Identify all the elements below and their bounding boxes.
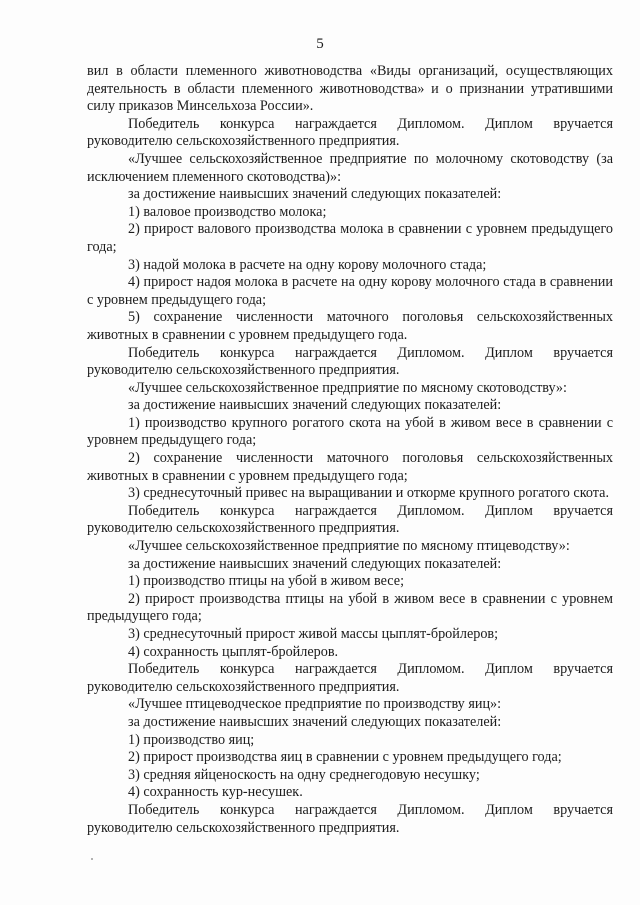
paragraph: вил в области племенного животноводства «Виды организаций, осуществляющих деятельность в области племенного животноводства» и о признании утратившими силу приказов Минсельхоза России». bbox=[87, 63, 613, 115]
paragraph: за достижение наивысших значений следующих показателей: bbox=[128, 186, 502, 203]
list-item: 3) средняя яйценоскость на одну среднегодовую несушку; bbox=[128, 766, 480, 783]
list-item: 3) надой молока в расчете на одну корову молочного стада; bbox=[128, 256, 487, 273]
list-item: 4) сохранность цыплят-бройлеров. bbox=[128, 643, 339, 660]
list-item: 1) производство крупного рогатого скота на убой в живом весе в сравнении с уровнем предыдущего года; bbox=[87, 414, 613, 449]
paragraph: Победитель конкурса награждается Дипломом. Диплом вручается руководителю сельскохозяйственного предприятия. bbox=[87, 344, 613, 379]
paragraph: «Лучшее птицеводческое предприятие по производству яиц»: bbox=[128, 696, 502, 713]
paragraph: Победитель конкурса награждается Дипломом. Диплом вручается руководителю сельскохозяйственного предприятия. bbox=[87, 115, 613, 150]
list-item: 3) среднесуточный привес на выращивании и откорме крупного рогатого скота. bbox=[128, 485, 609, 502]
list-item: 2) прирост производства яиц в сравнении с уровнем предыдущего года; bbox=[128, 749, 562, 766]
paragraph: «Лучшее сельскохозяйственное предприятие по мясному скотоводству»: bbox=[128, 379, 567, 396]
list-item: 4) прирост надоя молока в расчете на одну корову молочного стада в сравнении с уровнем предыдущего года; bbox=[87, 274, 613, 308]
list-item: 2) прирост производства птицы на убой в живом весе в сравнении с уровнем предыдущего года; bbox=[87, 590, 613, 625]
page-number: 5 bbox=[316, 36, 324, 52]
paragraph: Победитель конкурса награждается Дипломом. Диплом вручается руководителю сельскохозяйственного предприятия. bbox=[87, 661, 613, 695]
paragraph: Победитель конкурса награждается Дипломом. Диплом вручается руководителю сельскохозяйственного предприятия. bbox=[87, 502, 613, 537]
list-item: 1) производство птицы на убой в живом весе; bbox=[128, 573, 405, 590]
list-item: 2) прирост валового производства молока в сравнении с уровнем предыдущего года; bbox=[87, 221, 613, 255]
list-item: 2) сохранение численности маточного поголовья сельскохозяйственных животных в сравнении с уровнем предыдущего года; bbox=[87, 450, 613, 484]
paragraph: «Лучшее сельскохозяйственное предприятие по молочному скотоводству (за исключением племенного скотоводства)»: bbox=[87, 150, 613, 185]
list-item: 1) валовое производство молока; bbox=[128, 203, 327, 220]
scan-speck bbox=[91, 858, 93, 860]
list-item: 5) сохранение численности маточного поголовья сельскохозяйственных животных в сравнении с уровнем предыдущего года. bbox=[87, 309, 613, 343]
paragraph: за достижение наивысших значений следующих показателей: bbox=[128, 713, 502, 730]
list-item: 1) производство яиц; bbox=[128, 731, 255, 748]
document-body bbox=[87, 63, 613, 837]
list-item: 4) сохранность кур-несушек. bbox=[128, 784, 303, 801]
paragraph: за достижение наивысших значений следующих показателей: bbox=[128, 555, 502, 572]
paragraph: «Лучшее сельскохозяйственное предприятие по мясному птицеводству»: bbox=[128, 538, 570, 555]
list-item: 3) среднесуточный прирост живой массы цыплят-бройлеров; bbox=[128, 626, 499, 642]
paragraph: за достижение наивысших значений следующих показателей: bbox=[128, 397, 502, 414]
paragraph: Победитель конкурса награждается Дипломом. Диплом вручается руководителю сельскохозяйственного предприятия. bbox=[87, 801, 613, 836]
